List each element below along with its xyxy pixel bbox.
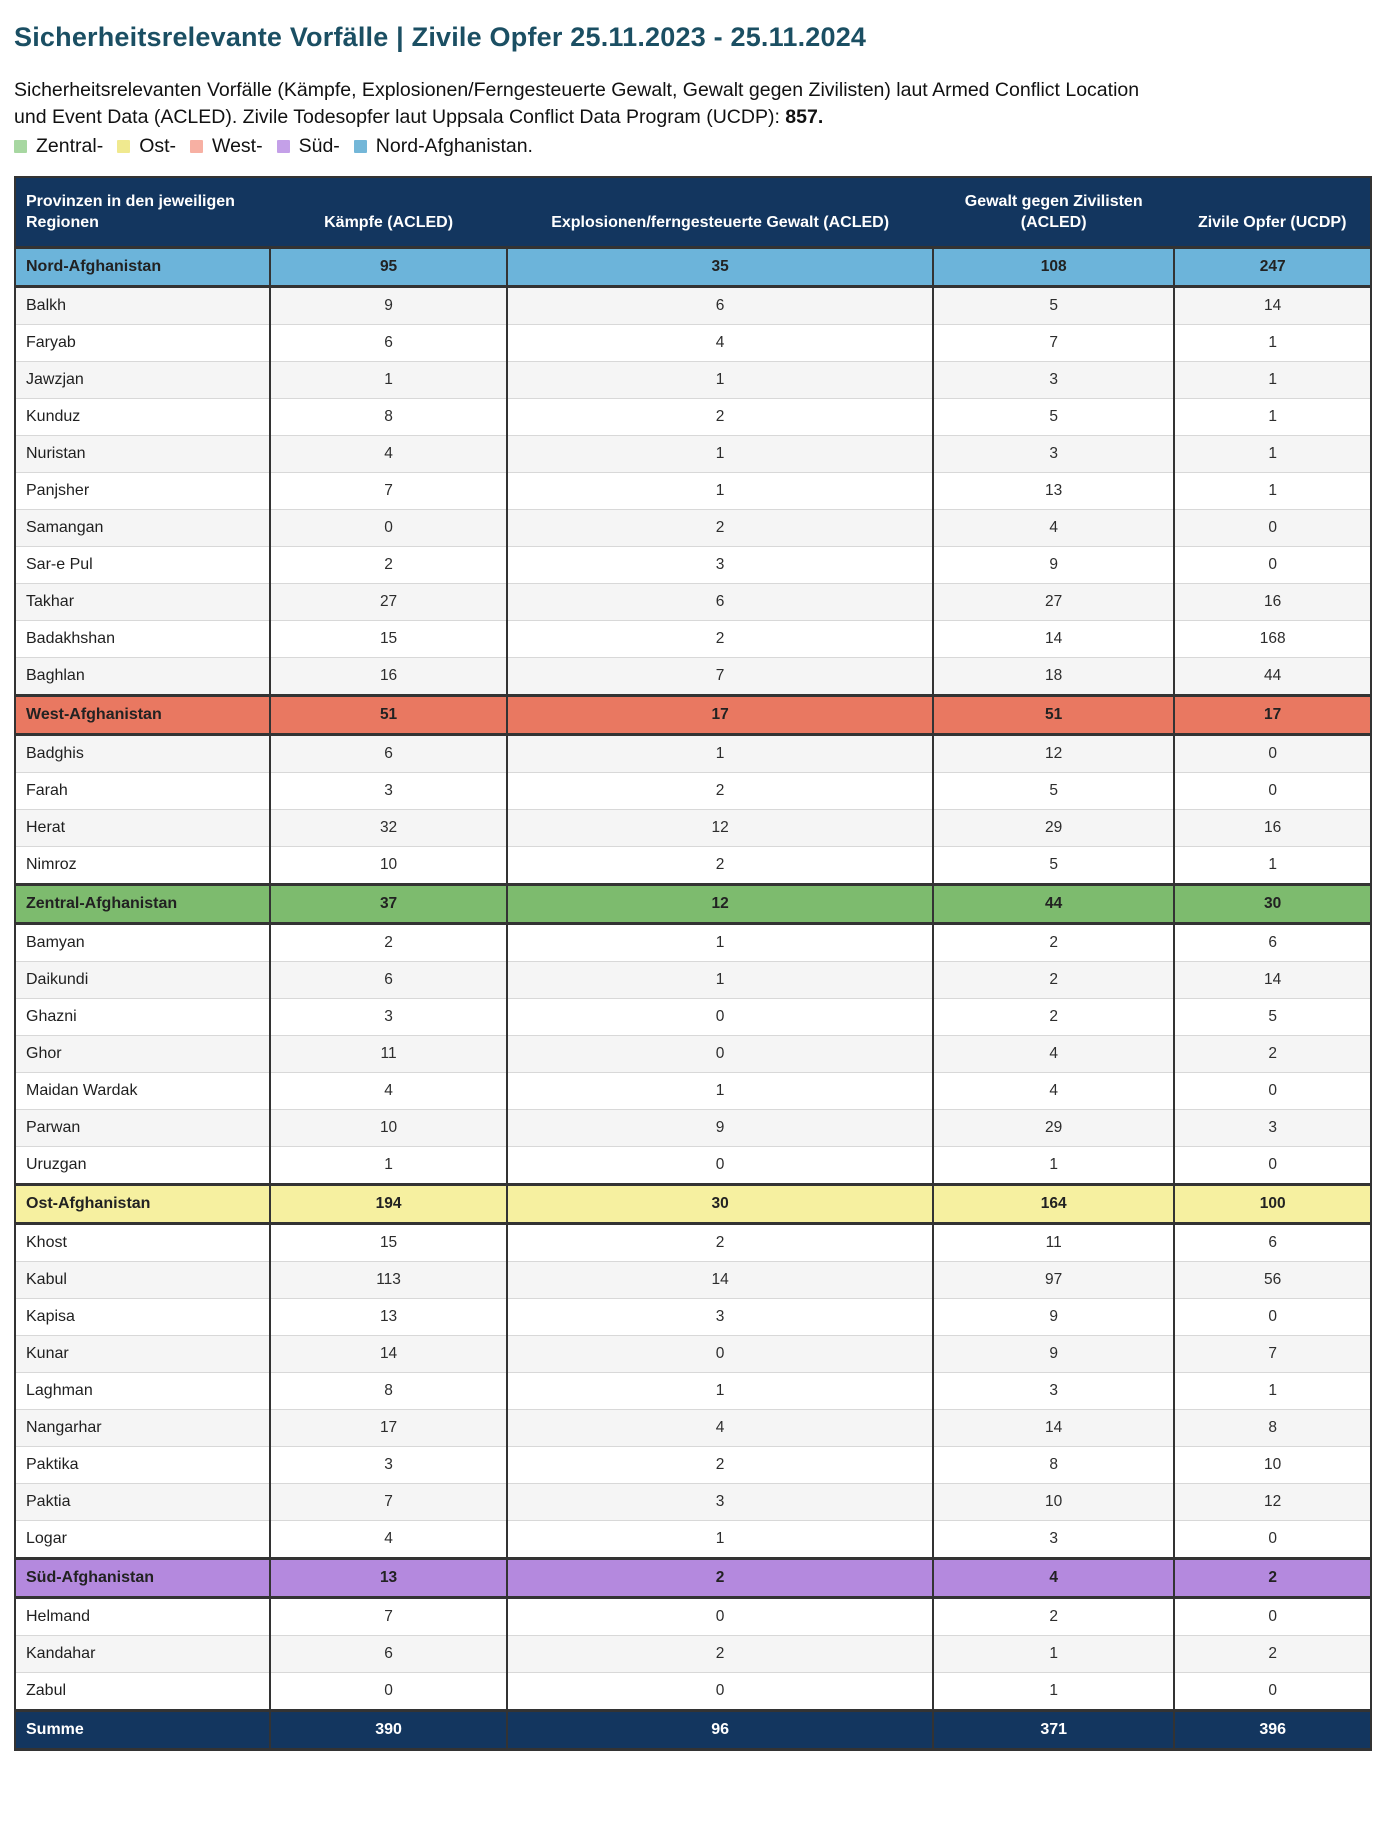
region-total-value: 30 (1174, 885, 1371, 924)
province-value: 3 (933, 1373, 1174, 1410)
province-value: 6 (1174, 1224, 1371, 1262)
province-value: 16 (270, 658, 507, 696)
province-value: 5 (933, 773, 1174, 810)
province-name: Parwan (26, 1119, 81, 1137)
province-value: 6 (270, 325, 507, 362)
province-name: Nuristan (26, 445, 86, 463)
region-total-value: 108 (933, 248, 1174, 287)
province-value: 0 (1174, 1673, 1371, 1711)
province-row-laghman (15, 1373, 1371, 1410)
province-value: 27 (270, 584, 507, 621)
province-row-kapisa (15, 1299, 1371, 1336)
province-value: 11 (270, 1036, 507, 1073)
legend-swatch-icon (117, 140, 130, 153)
province-value: 2 (507, 1636, 933, 1673)
legend-label: Ost- (139, 134, 177, 157)
province-value: 1 (507, 924, 933, 962)
province-row-nuristan (15, 436, 1371, 473)
province-value: 7 (1174, 1336, 1371, 1373)
province-value: 113 (270, 1262, 507, 1299)
province-value: 2 (507, 1447, 933, 1484)
province-value: 4 (933, 510, 1174, 547)
province-value: 14 (1174, 287, 1371, 325)
province-value: 5 (1174, 999, 1371, 1036)
province-value: 12 (1174, 1484, 1371, 1521)
province-value: 44 (1174, 658, 1371, 696)
province-value: 1 (507, 362, 933, 399)
region-name: West-Afghanistan (15, 696, 270, 735)
province-row-kunduz (15, 399, 1371, 436)
province-value: 6 (270, 1636, 507, 1673)
region-total-value: 12 (507, 885, 933, 924)
province-row-panjsher (15, 473, 1371, 510)
province-row-khost (15, 1224, 1371, 1262)
province-row-kunar (15, 1336, 1371, 1373)
province-name: Farah (26, 782, 68, 800)
province-value: 2 (1174, 1636, 1371, 1673)
province-value: 168 (1174, 621, 1371, 658)
province-value: 10 (933, 1484, 1174, 1521)
province-value: 2 (933, 962, 1174, 999)
province-name: Samangan (26, 519, 104, 537)
province-row-badakhshan (15, 621, 1371, 658)
province-value: 0 (1174, 1299, 1371, 1336)
province-value: 9 (933, 547, 1174, 584)
province-value: 0 (1174, 1147, 1371, 1185)
province-value: 7 (507, 658, 933, 696)
legend-item-ost (117, 135, 176, 158)
province-name: Panjsher (26, 482, 90, 500)
province-value: 1 (507, 1521, 933, 1559)
province-row-ghor (15, 1036, 1371, 1073)
province-value: 0 (1174, 547, 1371, 584)
province-row-maidan-wardak (15, 1073, 1371, 1110)
province-value: 9 (933, 1336, 1174, 1373)
province-value: 7 (270, 1598, 507, 1636)
province-value: 0 (1174, 735, 1371, 773)
province-value: 10 (270, 1110, 507, 1147)
subtitle (14, 77, 1149, 131)
province-value: 5 (933, 399, 1174, 436)
province-row-kabul (15, 1262, 1371, 1299)
province-value: 1 (1174, 362, 1371, 399)
province-value: 14 (1174, 962, 1371, 999)
province-value: 3 (933, 362, 1174, 399)
province-value: 0 (270, 510, 507, 547)
province-name: Ghor (26, 1045, 62, 1063)
province-value: 6 (1174, 924, 1371, 962)
province-value: 8 (270, 399, 507, 436)
legend-swatch-icon (277, 140, 290, 153)
province-name: Kapisa (26, 1308, 75, 1326)
province-name: Zabul (26, 1682, 67, 1700)
province-value: 1 (507, 962, 933, 999)
province-name: Kabul (26, 1271, 67, 1289)
region-row-west-afghanistan (15, 696, 1371, 735)
table-header-row (15, 177, 1371, 248)
province-value: 1 (1174, 399, 1371, 436)
province-value: 10 (270, 847, 507, 885)
province-value: 5 (933, 847, 1174, 885)
province-value: 1 (507, 1073, 933, 1110)
legend-item-nordafghanistan (354, 135, 533, 158)
province-value: 6 (507, 287, 933, 325)
province-name: Logar (26, 1530, 67, 1548)
province-value: 0 (507, 1673, 933, 1711)
province-value: 12 (933, 735, 1174, 773)
province-value: 0 (270, 1673, 507, 1711)
region-total-value: 44 (933, 885, 1174, 924)
province-value: 2 (933, 924, 1174, 962)
province-row-faryab (15, 325, 1371, 362)
province-row-herat (15, 810, 1371, 847)
province-value: 8 (1174, 1410, 1371, 1447)
province-value: 2 (507, 399, 933, 436)
legend-label: Zentral- (36, 134, 104, 157)
province-value: 14 (933, 621, 1174, 658)
province-value: 3 (507, 547, 933, 584)
province-row-jawzjan (15, 362, 1371, 399)
province-value: 0 (1174, 510, 1371, 547)
province-value: 1 (507, 436, 933, 473)
province-value: 3 (507, 1484, 933, 1521)
region-total-value: 95 (270, 248, 507, 287)
province-name: Uruzgan (26, 1156, 87, 1174)
region-total-value: 100 (1174, 1185, 1371, 1224)
province-value: 3 (933, 436, 1174, 473)
region-row-ost-afghanistan (15, 1185, 1371, 1224)
province-row-sar-e-pul (15, 547, 1371, 584)
province-name: Takhar (26, 593, 75, 611)
summe-value: 371 (933, 1711, 1174, 1750)
province-value: 3 (270, 1447, 507, 1484)
province-value: 15 (270, 621, 507, 658)
province-row-zabul (15, 1673, 1371, 1711)
province-value: 11 (933, 1224, 1174, 1262)
page-title: Sicherheitsrelevante Vorfälle | Zivile Opfer 25.11.2023 - 25.11.2024 (14, 22, 867, 52)
province-value: 1 (270, 362, 507, 399)
province-value: 2 (270, 924, 507, 962)
province-value: 97 (933, 1262, 1174, 1299)
province-value: 1 (1174, 473, 1371, 510)
province-value: 14 (507, 1262, 933, 1299)
region-row-s-d-afghanistan (15, 1559, 1371, 1598)
province-value: 56 (1174, 1262, 1371, 1299)
province-value: 1 (933, 1673, 1174, 1711)
province-value: 4 (270, 1073, 507, 1110)
legend-label: Nord-Afghanistan. (375, 134, 533, 157)
province-row-ghazni (15, 999, 1371, 1036)
province-value: 0 (507, 1336, 933, 1373)
region-total-value: 51 (270, 696, 507, 735)
region-total-value: 30 (507, 1185, 933, 1224)
province-value: 1 (933, 1147, 1174, 1185)
province-name: Ghazni (26, 1008, 77, 1026)
province-row-nimroz (15, 847, 1371, 885)
province-value: 3 (1174, 1110, 1371, 1147)
province-value: 16 (1174, 810, 1371, 847)
province-value: 0 (1174, 1598, 1371, 1636)
province-value: 6 (507, 584, 933, 621)
region-total-value: 247 (1174, 248, 1371, 287)
province-value: 1 (1174, 1373, 1371, 1410)
region-name: Zentral-Afghanistan (15, 885, 270, 924)
province-row-uruzgan (15, 1147, 1371, 1185)
province-value: 9 (507, 1110, 933, 1147)
province-value: 1 (507, 473, 933, 510)
province-value: 7 (270, 473, 507, 510)
province-row-parwan (15, 1110, 1371, 1147)
province-name: Helmand (26, 1608, 91, 1626)
province-value: 18 (933, 658, 1174, 696)
region-name: Ost-Afghanistan (15, 1185, 270, 1224)
region-row-zentral-afghanistan (15, 885, 1371, 924)
region-total-value: 4 (933, 1559, 1174, 1598)
province-value: 4 (933, 1036, 1174, 1073)
province-value: 4 (507, 325, 933, 362)
province-value: 2 (933, 1598, 1174, 1636)
province-name: Nimroz (26, 856, 77, 874)
province-row-badghis (15, 735, 1371, 773)
province-value: 29 (933, 1110, 1174, 1147)
region-total-value: 35 (507, 248, 933, 287)
province-value: 1 (270, 1147, 507, 1185)
province-row-daikundi (15, 962, 1371, 999)
summe-value: 96 (507, 1711, 933, 1750)
province-value: 2 (507, 847, 933, 885)
column-header-explosionen: Explosionen/ferngesteuerte Gewalt (ACLED) (507, 177, 933, 248)
province-value: 4 (933, 1073, 1174, 1110)
column-header-kaempfe: Kämpfe (ACLED) (270, 177, 507, 248)
province-value: 3 (270, 773, 507, 810)
province-value: 2 (933, 999, 1174, 1036)
region-row-nord-afghanistan (15, 248, 1371, 287)
region-legend (14, 135, 1372, 158)
province-value: 2 (270, 547, 507, 584)
province-value: 0 (1174, 1073, 1371, 1110)
region-total-value: 13 (270, 1559, 507, 1598)
province-value: 1 (507, 1373, 933, 1410)
province-value: 5 (933, 287, 1174, 325)
province-name: Herat (26, 819, 66, 837)
region-total-value: 194 (270, 1185, 507, 1224)
province-value: 3 (933, 1521, 1174, 1559)
province-row-takhar (15, 584, 1371, 621)
province-name: Bamyan (26, 934, 85, 952)
province-value: 1 (933, 1636, 1174, 1673)
region-total-value: 164 (933, 1185, 1174, 1224)
province-name: Khost (26, 1234, 67, 1252)
province-value: 0 (507, 1598, 933, 1636)
region-name: Nord-Afghanistan (15, 248, 270, 287)
province-name: Baghlan (26, 667, 85, 685)
province-value: 2 (507, 621, 933, 658)
province-row-helmand (15, 1598, 1371, 1636)
province-row-farah (15, 773, 1371, 810)
province-row-paktia (15, 1484, 1371, 1521)
region-total-value: 2 (507, 1559, 933, 1598)
province-row-baghlan (15, 658, 1371, 696)
column-header-provinces: Provinzen in den jeweiligen Regionen (15, 177, 270, 248)
province-name: Kandahar (26, 1645, 96, 1663)
column-header-zivile-opfer: Zivile Opfer (UCDP) (1174, 177, 1371, 248)
province-value: 6 (270, 962, 507, 999)
legend-item-sd (277, 135, 340, 158)
province-name: Kunar (26, 1345, 69, 1363)
province-name: Maidan Wardak (26, 1082, 138, 1100)
legend-swatch-icon (14, 140, 27, 153)
province-value: 0 (507, 1147, 933, 1185)
province-name: Kunduz (26, 408, 81, 426)
province-value: 8 (270, 1373, 507, 1410)
legend-swatch-icon (190, 140, 203, 153)
province-value: 2 (1174, 1036, 1371, 1073)
province-value: 27 (933, 584, 1174, 621)
province-value: 16 (1174, 584, 1371, 621)
province-name: Daikundi (26, 971, 89, 989)
province-name: Jawzjan (26, 371, 84, 389)
province-value: 14 (270, 1336, 507, 1373)
province-value: 2 (507, 510, 933, 547)
province-value: 13 (933, 473, 1174, 510)
province-value: 32 (270, 810, 507, 847)
province-row-paktika (15, 1447, 1371, 1484)
province-row-kandahar (15, 1636, 1371, 1673)
province-value: 0 (507, 1036, 933, 1073)
province-value: 13 (270, 1299, 507, 1336)
region-total-value: 17 (1174, 696, 1371, 735)
province-value: 1 (507, 735, 933, 773)
province-name: Paktika (26, 1456, 79, 1474)
region-total-value: 37 (270, 885, 507, 924)
province-name: Nangarhar (26, 1419, 102, 1437)
province-value: 1 (1174, 847, 1371, 885)
province-value: 10 (1174, 1447, 1371, 1484)
subtitle-text: Sicherheitsrelevanten Vorfälle (Kämpfe, Explosionen/Ferngesteuerte Gewalt, Gewalt gegen Zivilisten) laut Armed Conflict Location und Event Data (ACLED). Zivile Todesopfer laut Uppsala Conflict Data Program (UCDP): (14, 79, 1140, 128)
province-value: 3 (270, 999, 507, 1036)
summe-label: Summe (15, 1711, 270, 1750)
province-row-logar (15, 1521, 1371, 1559)
province-value: 0 (1174, 773, 1371, 810)
province-name: Balkh (26, 297, 67, 315)
province-name: Badakhshan (26, 630, 115, 648)
province-value: 12 (507, 810, 933, 847)
province-name: Sar-e Pul (26, 556, 93, 574)
legend-swatch-icon (354, 140, 367, 153)
column-header-gewalt-zivilisten: Gewalt gegen Zivilisten (ACLED) (933, 177, 1174, 248)
province-value: 9 (933, 1299, 1174, 1336)
province-value: 2 (507, 773, 933, 810)
province-value: 7 (933, 325, 1174, 362)
region-total-value: 17 (507, 696, 933, 735)
province-name: Laghman (26, 1382, 93, 1400)
summe-row (15, 1711, 1371, 1750)
civilian-deaths-total: 857. (785, 105, 824, 128)
province-value: 8 (933, 1447, 1174, 1484)
summe-value: 396 (1174, 1711, 1371, 1750)
province-value: 4 (270, 436, 507, 473)
region-total-value: 51 (933, 696, 1174, 735)
province-value: 6 (270, 735, 507, 773)
province-value: 2 (507, 1224, 933, 1262)
province-value: 29 (933, 810, 1174, 847)
province-name: Paktia (26, 1493, 71, 1511)
province-value: 17 (270, 1410, 507, 1447)
province-value: 0 (507, 999, 933, 1036)
province-value: 3 (507, 1299, 933, 1336)
province-row-bamyan (15, 924, 1371, 962)
region-name: Süd-Afghanistan (15, 1559, 270, 1598)
province-row-nangarhar (15, 1410, 1371, 1447)
province-value: 4 (270, 1521, 507, 1559)
region-total-value: 2 (1174, 1559, 1371, 1598)
incidents-table (14, 176, 1372, 1752)
province-value: 0 (1174, 1521, 1371, 1559)
province-value: 1 (1174, 436, 1371, 473)
province-value: 14 (933, 1410, 1174, 1447)
legend-label: West- (212, 134, 263, 157)
legend-item-zentral (14, 135, 103, 158)
province-value: 15 (270, 1224, 507, 1262)
legend-label: Süd- (298, 134, 340, 157)
province-name: Faryab (26, 334, 76, 352)
legend-item-west (190, 135, 263, 158)
province-row-balkh (15, 287, 1371, 325)
province-value: 4 (507, 1410, 933, 1447)
province-value: 1 (1174, 325, 1371, 362)
province-row-samangan (15, 510, 1371, 547)
province-value: 7 (270, 1484, 507, 1521)
province-name: Badghis (26, 745, 84, 763)
summe-value: 390 (270, 1711, 507, 1750)
province-value: 9 (270, 287, 507, 325)
